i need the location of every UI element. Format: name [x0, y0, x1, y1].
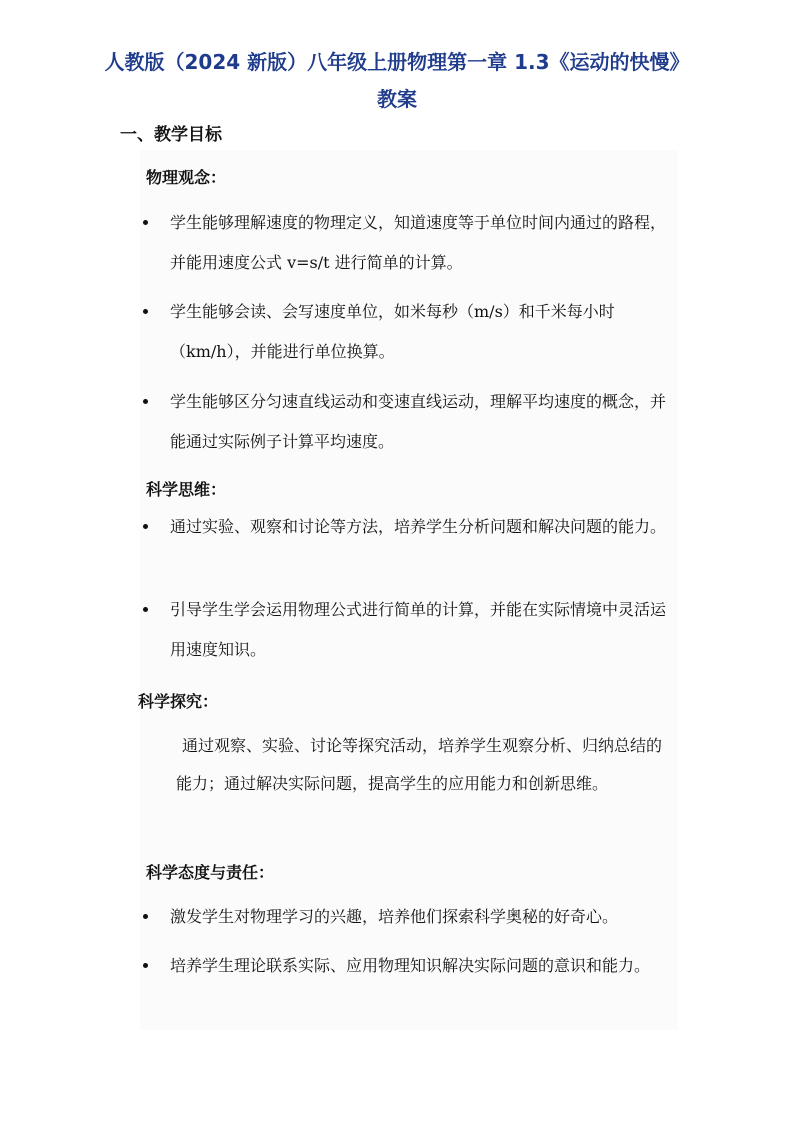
- bullet-dot: [143, 607, 148, 612]
- list-item-text: 通过实验、观察和讨论等方法，培养学生分析问题和解决问题的能力。: [170, 517, 667, 536]
- bullet-dot: [143, 963, 148, 968]
- bullet-dot: [143, 524, 148, 529]
- document-title: 人教版（2024 新版）八年级上册物理第一章 1.3《运动的快慢》教案: [104, 50, 690, 111]
- list-item-text: 引导学生学会运用物理公式进行简单的计算，并能在实际情境中灵活运用速度知识。: [170, 600, 667, 659]
- bullet-dot: [143, 220, 148, 225]
- attitude-responsibility-heading: 科学态度与责任：: [146, 863, 275, 882]
- scientific-inquiry-paragraph: 通过观察、实验、讨论等探究活动，培养学生观察分析、归纳总结的能力；通过解决实际问题，提高学生的应用能力和创新思维。: [176, 736, 663, 793]
- bullet-dot: [143, 399, 148, 404]
- list-item-text: 学生能够理解速度的物理定义，知道速度等于单位时间内通过的路程，并能用速度公式 v=s/t 进行简单的计算。: [170, 213, 667, 272]
- list-item-text: 学生能够会读、会写速度单位，如米每秒（m/s）和千米每小时（km/h），并能进行单位换算。: [170, 302, 615, 361]
- list-item-text: 激发学生对物理学习的兴趣，培养他们探索科学奥秘的好奇心。: [170, 907, 619, 926]
- list-item-text: 培养学生理论联系实际、应用物理知识解决实际问题的意识和能力。: [170, 956, 651, 975]
- list-item-text: 学生能够区分匀速直线运动和变速直线运动，理解平均速度的概念，并能通过实际例子计算平均速度。: [170, 392, 667, 451]
- section-heading: 一、教学目标: [120, 125, 222, 145]
- bullet-dot: [143, 309, 148, 314]
- scientific-thinking-heading: 科学思维：: [146, 480, 227, 499]
- bullet-dot: [143, 914, 148, 919]
- scientific-inquiry-heading: 科学探究：: [138, 692, 219, 711]
- physics-concepts-heading: 物理观念：: [146, 168, 227, 187]
